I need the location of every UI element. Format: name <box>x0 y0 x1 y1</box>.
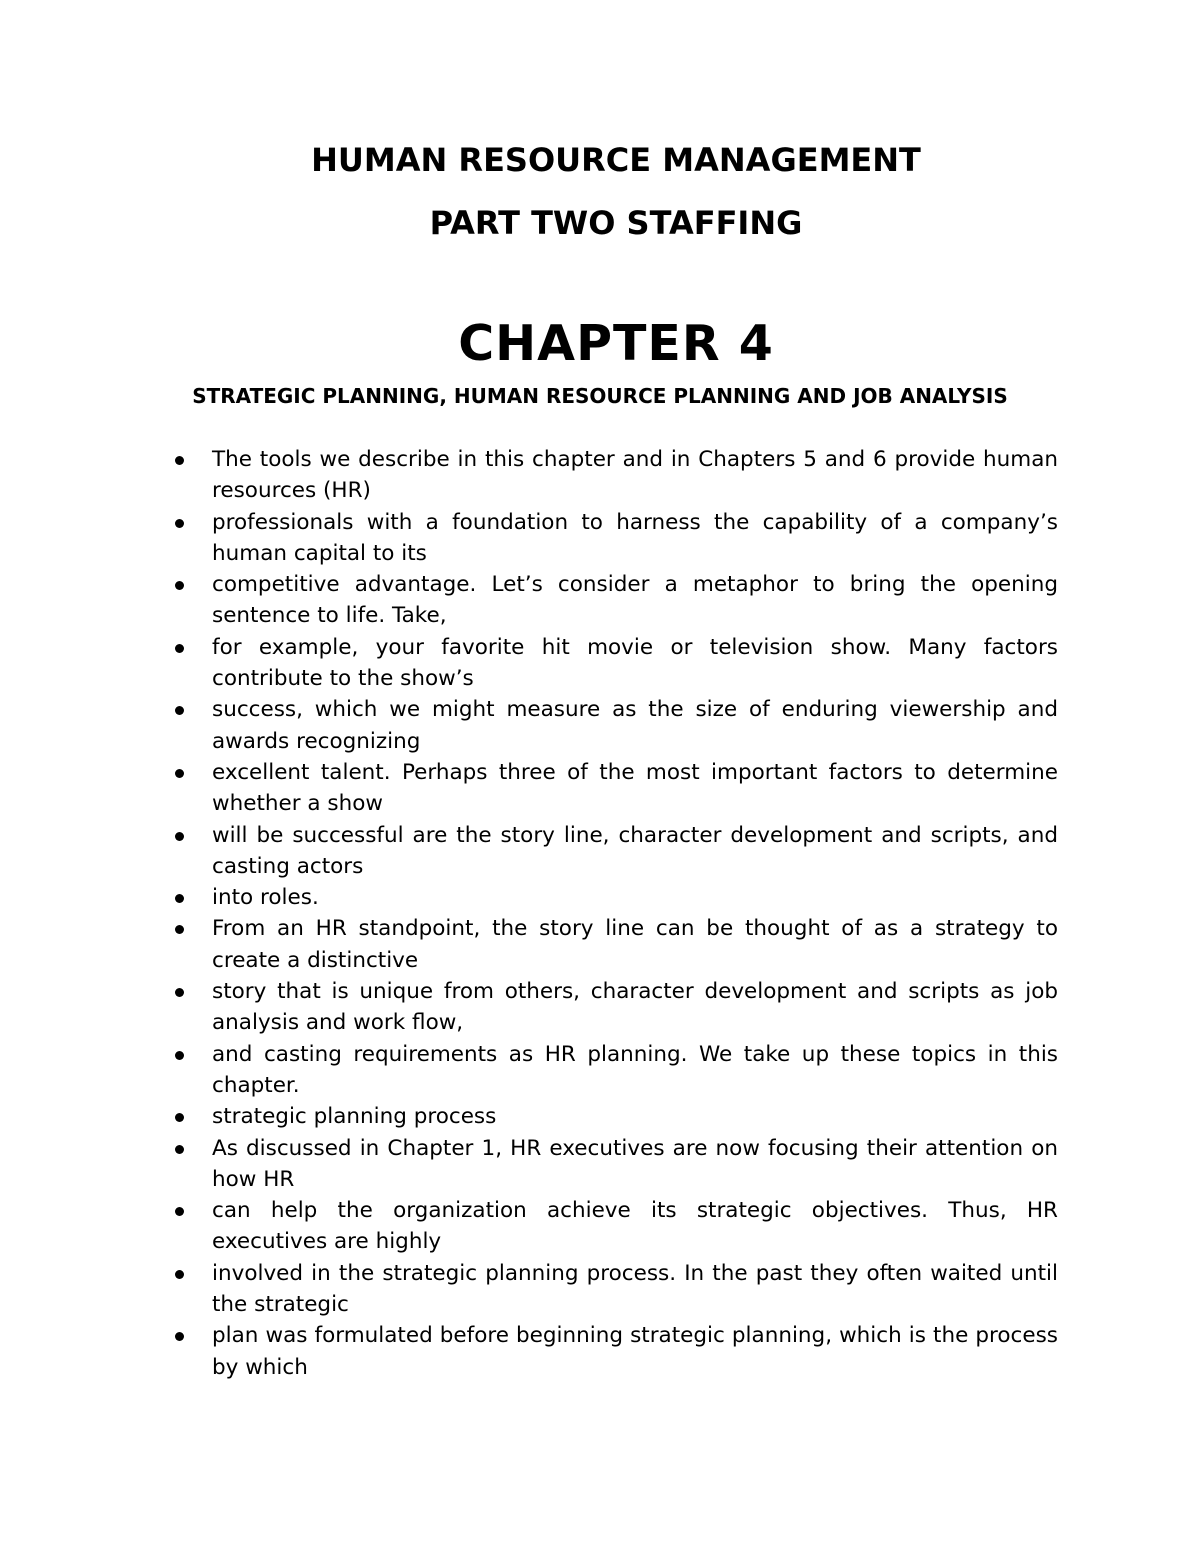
bullet-icon <box>175 706 184 715</box>
bullet-text: involved in the strategic planning process. In the past they often waited until the strategic <box>212 1260 1058 1318</box>
bullet-item <box>170 1320 1058 1383</box>
bullet-text: into roles. <box>212 885 319 911</box>
bullet-item <box>170 913 1058 976</box>
bullet-item <box>170 694 1058 757</box>
bullet-item <box>170 976 1058 1039</box>
bullet-text: From an HR standpoint, the story line can be thought of as a strategy to create a distinctive <box>212 916 1058 973</box>
chapter-heading: CHAPTER 4 <box>458 315 774 372</box>
bullet-icon <box>175 1051 184 1060</box>
bullet-item <box>170 444 1058 507</box>
bullet-text: professionals with a foundation to harness the capability of a company’s human capital to its <box>212 509 1058 566</box>
document-title: HUMAN RESOURCE MANAGEMENT <box>311 141 921 179</box>
bullet-icon <box>175 769 184 778</box>
bullet-item <box>170 632 1058 695</box>
bullet-text: strategic planning process <box>212 1104 497 1130</box>
bullet-list <box>170 444 1058 1383</box>
bullet-item <box>170 1101 1058 1132</box>
bullet-item <box>170 1133 1058 1196</box>
bullet-icon <box>175 1113 184 1122</box>
bullet-icon <box>175 519 184 528</box>
bullet-item <box>170 1039 1058 1102</box>
bullet-item <box>170 569 1058 632</box>
bullet-item <box>170 507 1058 570</box>
bullet-text: story that is unique from others, character development and scripts as job analysis and work flow, <box>212 979 1058 1036</box>
bullet-icon <box>175 456 184 465</box>
bullet-icon <box>175 832 184 841</box>
bullet-text: and casting requirements as HR planning. We take up these topics in this chapter. <box>212 1041 1058 1098</box>
bullet-item <box>170 757 1058 820</box>
bullet-icon <box>175 1207 184 1216</box>
bullet-text: success, which we might measure as the size of enduring viewership and awards recognizing <box>212 697 1058 754</box>
bullet-text: plan was formulated before beginning strategic planning, which is the process by which <box>212 1323 1058 1380</box>
bullet-icon <box>175 925 184 934</box>
part-heading: PART TWO STAFFING <box>429 204 803 242</box>
bullet-icon <box>175 988 184 997</box>
bullet-item <box>170 1258 1058 1321</box>
bullet-item <box>170 1195 1058 1258</box>
bullet-text: can help the organization achieve its strategic objectives. Thus, HR executives are highly <box>212 1198 1058 1255</box>
bullet-text: The tools we describe in this chapter and in Chapters 5 and 6 provide human resources (HR) <box>212 447 1058 504</box>
chapter-subtitle: STRATEGIC PLANNING, HUMAN RESOURCE PLANNING AND JOB ANALYSIS <box>192 384 1008 408</box>
bullet-text: for example, your favorite hit movie or television show. Many factors contribute to the show’s <box>212 634 1058 692</box>
bullet-item <box>170 820 1058 883</box>
bullet-text: As discussed in Chapter 1, HR executives are now focusing their attention on how HR <box>212 1135 1058 1192</box>
bullet-text: will be successful are the story line, character development and scripts, and casting actors <box>212 822 1058 879</box>
bullet-icon <box>175 1145 184 1154</box>
bullet-icon <box>175 1270 184 1279</box>
bullet-icon <box>175 1332 184 1341</box>
bullet-icon <box>175 894 184 903</box>
bullet-item <box>170 882 1058 913</box>
bullet-text: excellent talent. Perhaps three of the most important factors to determine whether a show <box>212 759 1058 817</box>
bullet-text: competitive advantage. Let’s consider a metaphor to bring the opening sentence to life. Take, <box>212 572 1058 629</box>
bullet-icon <box>175 581 184 590</box>
bullet-icon <box>175 644 184 653</box>
